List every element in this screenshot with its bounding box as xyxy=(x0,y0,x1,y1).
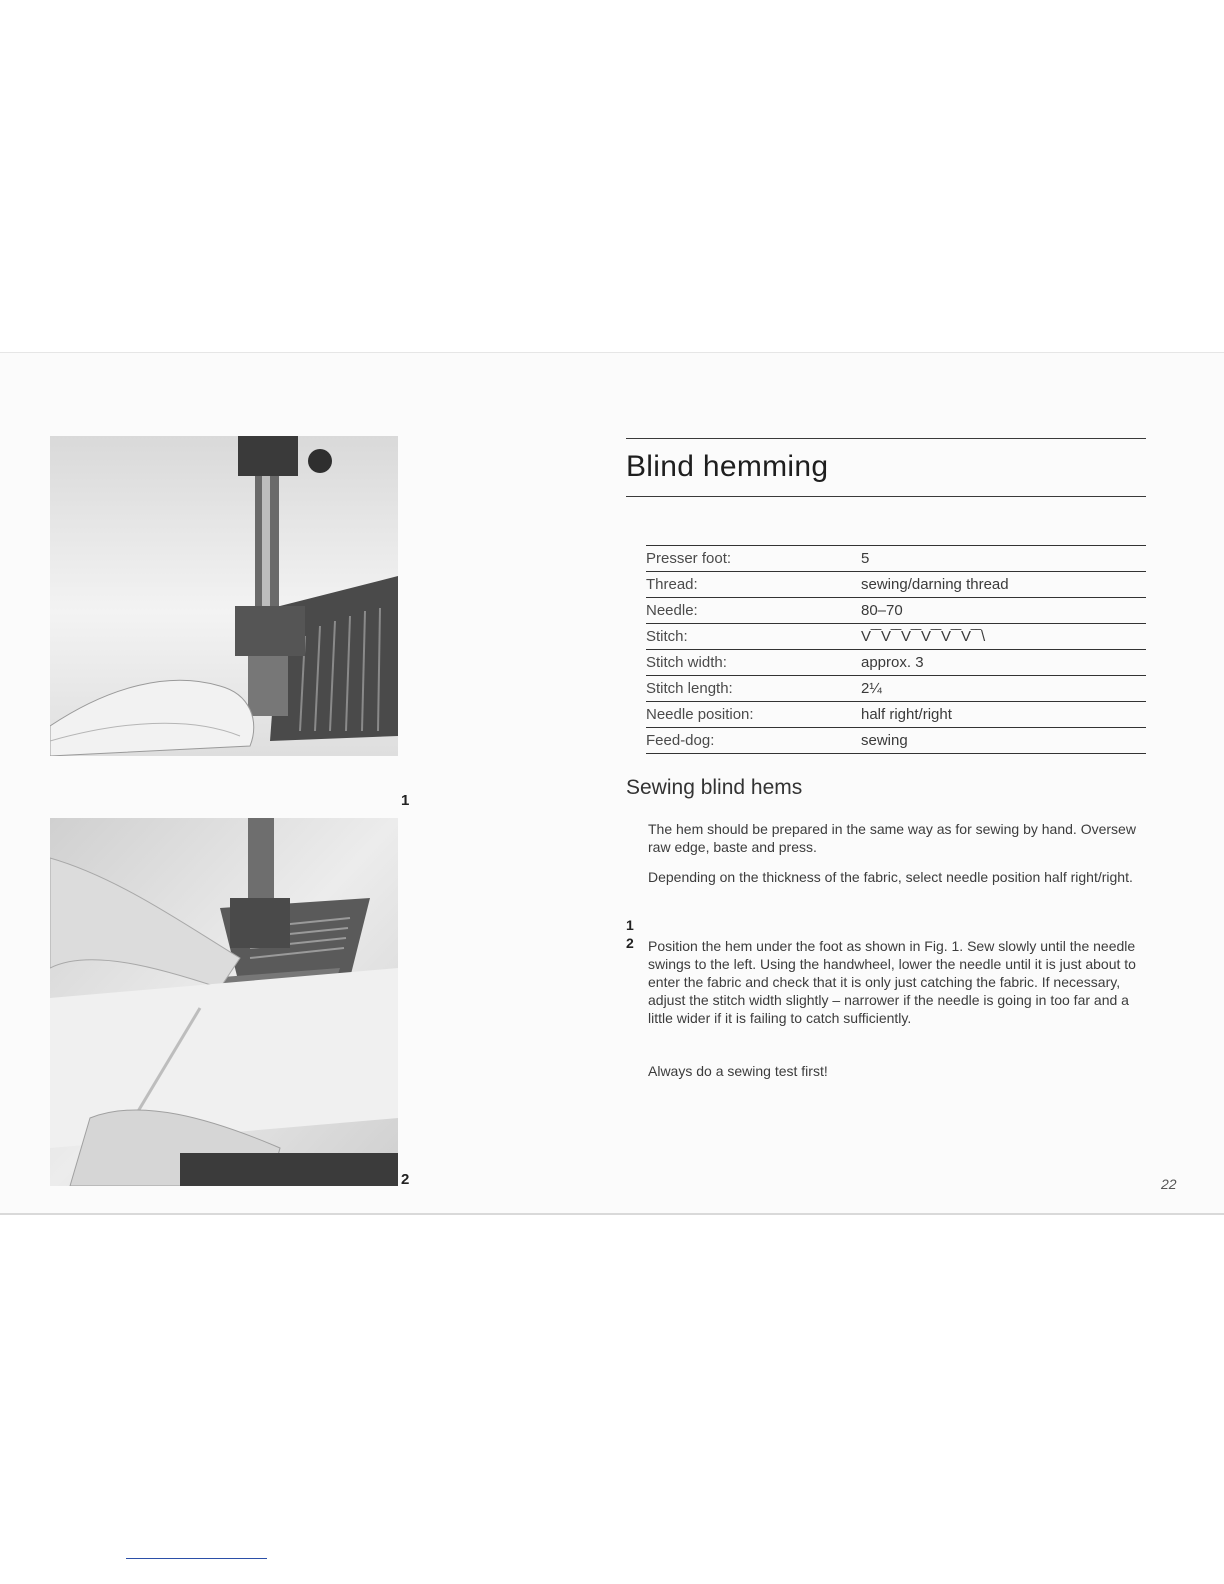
instruction-paragraph: The hem should be prepared in the same way as for sewing by hand. Oversew raw edge, baste and press. xyxy=(648,821,1136,855)
setting-label: Stitch width: xyxy=(646,654,727,671)
setting-value: 5 xyxy=(861,550,870,567)
figure-2-photo xyxy=(50,818,398,1186)
setting-value: sewing/darning thread xyxy=(861,576,1009,593)
table-row xyxy=(646,650,1146,676)
table-row xyxy=(646,598,1146,624)
setting-label: Needle: xyxy=(646,602,698,619)
setting-label: Needle position: xyxy=(646,706,754,723)
instruction-note: Always do a sewing test first! xyxy=(648,1063,828,1079)
divider xyxy=(126,1558,267,1559)
title-top-rule xyxy=(626,438,1146,439)
table-row xyxy=(646,546,1146,572)
instruction-paragraph: Position the hem under the foot as shown in Fig. 1. Sew slowly until the needle swings to the left. Using the handwheel, lower the needle until it is just about to enter the fabric and check that it is only just catching the fabric. If necessary, adjust the stitch width slightly – narrower if the needle is going in too far and a little wider if it is failing to catch sufficiently. xyxy=(648,938,1136,1026)
setting-label: Presser foot: xyxy=(646,550,732,567)
setting-label: Feed-dog: xyxy=(646,732,715,749)
stitch-symbol: V‾‾V‾‾V‾‾V‾‾V‾‾V‾‾\ xyxy=(861,628,986,645)
table-row xyxy=(646,624,1146,650)
setting-value: 80–70 xyxy=(861,602,903,619)
title-bottom-rule xyxy=(626,496,1146,497)
setting-label: Stitch length: xyxy=(646,680,733,697)
page-number: 22 xyxy=(1161,1176,1177,1192)
setting-value: half right/right xyxy=(861,706,952,723)
setting-label: Stitch: xyxy=(646,628,688,645)
setting-value: sewing xyxy=(861,732,908,749)
setting-value: 2¼ xyxy=(861,680,882,697)
table-row xyxy=(646,572,1146,598)
setting-label: Thread: xyxy=(646,576,698,593)
settings-table xyxy=(646,545,1146,754)
figure-2-label: 2 xyxy=(401,1171,410,1188)
step-numbers: 1 2 xyxy=(626,917,634,951)
figure-1-label: 1 xyxy=(401,792,410,809)
page-title: Blind hemming xyxy=(626,450,829,483)
table-row xyxy=(646,702,1146,728)
table-row xyxy=(646,676,1146,702)
setting-value: approx. 3 xyxy=(861,654,924,671)
figure-1-photo xyxy=(50,436,398,756)
section-heading: Sewing blind hems xyxy=(626,776,803,799)
table-row xyxy=(646,728,1146,754)
instruction-paragraph: Depending on the thickness of the fabric, select needle position half right/right. xyxy=(648,869,1133,885)
